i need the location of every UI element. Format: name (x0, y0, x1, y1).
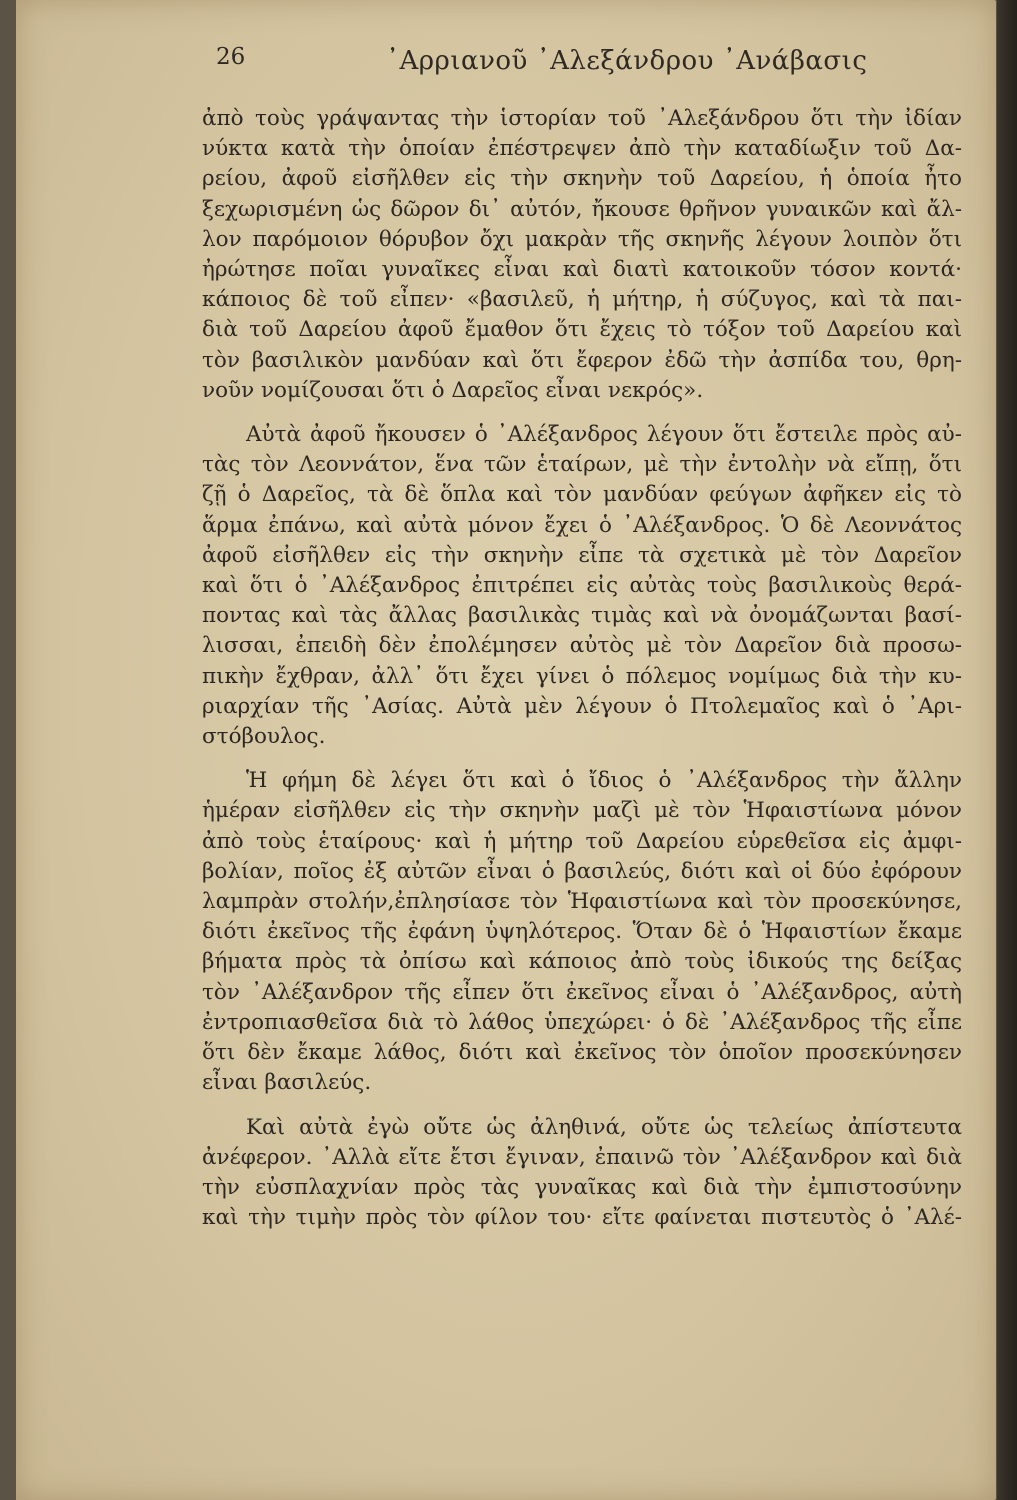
text-line: ἀφοῦ εἰσῆλθεν εἰς τὴν σκηνὴν εἶπε τὰ σχετικὰ μὲ τὸν Δαρεῖον (202, 542, 962, 568)
text-line: ἀπὸ τοὺς γράψαντας τὴν ἱστορίαν τοῦ ᾿Αλεξάνδρου ὅτι τὴν ἰδίαν (202, 106, 962, 131)
book-edge (997, 0, 1017, 1500)
text-line: τὸν βασιλικὸν μανδύαν καὶ ὅτι ἔφερον ἐδῶ τὴν ἀσπίδα του, θρη- (202, 347, 962, 373)
text-line: Ἡ φήμη δὲ λέγει ὅτι καὶ ὁ ἴδιος ὁ ᾿Αλέξανδρος τὴν ἄλλην (246, 768, 962, 794)
text-line: λαμπρὰν στολήν,ἐπλησίασε τὸν Ἡφαιστίωνα καὶ τὸν προσεκύνησε, (202, 889, 962, 915)
page-number: 26 (216, 44, 246, 70)
text-line: ζῇ ὁ Δαρεῖος, τὰ δὲ ὅπλα καὶ τὸν μανδύαν φεύγων ἀφῆκεν εἰς τὸ (202, 482, 962, 508)
text-line: νοῦν νομίζουσαι ὅτι ὁ Δαρεῖος εἶναι νεκρός». (202, 377, 704, 403)
paragraph-2 (202, 420, 962, 752)
text-line: ἀνέφερον. ᾿Αλλὰ εἴτε ἔτσι ἔγιναν, ἐπαινῶ τὸν ᾿Αλέξανδρον καὶ διὰ (202, 1144, 962, 1170)
paragraph-3 (202, 766, 962, 1098)
text-line: εἶναι βασιλεύς. (202, 1070, 372, 1096)
text-line: λον παρόμοιον θόρυβον ὄχι μακρὰν τῆς σκηνῆς λέγουν λοιπὸν ὅτι (202, 226, 962, 252)
text-line: διὰ τοῦ Δαρείου ἀφοῦ ἔμαθον ὅτι ἔχεις τὸ τόξον τοῦ Δαρείου καὶ (202, 317, 962, 343)
text-line: Αὐτὰ ἀφοῦ ἤκουσεν ὁ ᾿Αλέξανδρος λέγουν ὅτι ἔστειλε πρὸς αὐ- (246, 422, 962, 448)
text-line: Καὶ αὐτὰ ἐγὼ οὔτε ὡς ἀληθινά, οὔτε ὡς τελείως ἀπίστευτα (246, 1114, 962, 1140)
text-line: πικὴν ἔχθραν, ἀλλ᾿ ὅτι ἔχει γίνει ὁ πόλεμος νομίμως διὰ τὴν κυ- (202, 663, 962, 689)
text-line: ποντας καὶ τὰς ἄλλας βασιλικὰς τιμὰς καὶ νὰ ὀνομάζωνται βασί- (202, 603, 962, 629)
text-line: νύκτα κατὰ τὴν ὁποίαν ἐπέστρεψεν ἀπὸ τὴν καταδίωξιν τοῦ Δα- (202, 136, 962, 162)
text-line: τὴν εὐσπλαχνίαν πρὸς τὰς γυναῖκας καὶ διὰ τὴν ἐμπιστοσύνην (202, 1174, 962, 1200)
text-line: ἀπὸ τοὺς ἑταίρους· καὶ ἡ μήτηρ τοῦ Δαρείου εὑρεθεῖσα εἰς ἀμφι- (202, 828, 962, 854)
text-line: διότι ἐκεῖνος τῆς ἐφάνη ὑψηλότερος. Ὅταν δὲ ὁ Ἡφαιστίων ἔκαμε (202, 919, 962, 945)
text-line: βολίαν, ποῖος ἐξ αὐτῶν εἶναι ὁ βασιλεύς, διότι καὶ οἱ δύο ἐφόρουν (202, 858, 962, 884)
text-line: ξεχωρισμένη ὡς δῶρον δι᾿ αὐτόν, ἤκουσε θρῆνον γυναικῶν καὶ ἄλ- (202, 196, 962, 222)
paragraph-1 (202, 104, 962, 406)
text-line: λισσαι, ἐπειδὴ δὲν ἐπολέμησεν αὐτὸς μὲ τὸν Δαρεῖον διὰ προσω- (202, 633, 962, 659)
text-line: ὅτι δὲν ἔκαμε λάθος, διότι καὶ ἐκεῖνος τὸν ὁποῖον προσεκύνησεν (202, 1040, 962, 1066)
text-line: κάποιος δὲ τοῦ εἶπεν· «βασιλεῦ, ἡ μήτηρ, ἡ σύζυγος, καὶ τὰ παι- (202, 287, 962, 313)
text-line: καὶ τὴν τιμὴν πρὸς τὸν φίλον του· εἴτε φαίνεται πιστευτὸς ὁ ᾿Αλέ- (202, 1205, 962, 1231)
text-line: στόβουλος. (202, 724, 326, 750)
text-line: ρείου, ἀφοῦ εἰσῆλθεν εἰς τὴν σκηνὴν τοῦ Δαρείου, ἡ ὁποία ἦτο (202, 166, 962, 192)
text-line: ριαρχίαν τῆς ᾿Ασίας. Αὐτὰ μὲν λέγουν ὁ Πτολεμαῖος καὶ ὁ ᾿Αρι- (202, 693, 962, 719)
book-page (16, 0, 996, 1500)
text-line: ἐντροπιασθεῖσα διὰ τὸ λάθος ὑπεχώρει· ὁ δὲ ᾿Αλέξανδρος τῆς εἶπε (202, 1009, 962, 1035)
running-title: ᾿Αρριανοῦ ᾿Αλεξάνδρου ᾿Ανάβασις (386, 46, 868, 76)
text-line: ἅρμα ἐπάνω, καὶ αὐτὰ μόνον ἔχει ὁ ᾿Αλέξανδρος. Ὁ δὲ Λεοννάτος (202, 512, 962, 538)
paragraph-4 (202, 1113, 962, 1234)
text-line: καὶ ὅτι ὁ ᾿Αλέξανδρος ἐπιτρέπει εἰς αὐτὰς τοὺς βασιλικοὺς θερά- (202, 573, 962, 599)
text-line: βήματα πρὸς τὰ ὀπίσω καὶ κάποιος ἀπὸ τοὺς ἰδικούς της δείξας (202, 949, 962, 975)
text-line: τὸν ᾿Αλέξανδρον τῆς εἶπεν ὅτι ἐκεῖνος εἶναι ὁ ᾿Αλέξανδρος, αὐτὴ (202, 979, 962, 1005)
text-line: τὰς τὸν Λεοννάτον, ἕνα τῶν ἑταίρων, μὲ τὴν ἐντολὴν νὰ εἴπῃ, ὅτι (202, 452, 962, 478)
body-text (202, 104, 962, 1247)
text-line: ἠρώτησε ποῖαι γυναῖκες εἶναι καὶ διατὶ κατοικοῦν τόσον κοντά· (202, 257, 962, 283)
text-line: ἡμέραν εἰσῆλθεν εἰς τὴν σκηνὴν μαζὶ μὲ τὸν Ἡφαιστίωνα μόνον (202, 798, 962, 824)
